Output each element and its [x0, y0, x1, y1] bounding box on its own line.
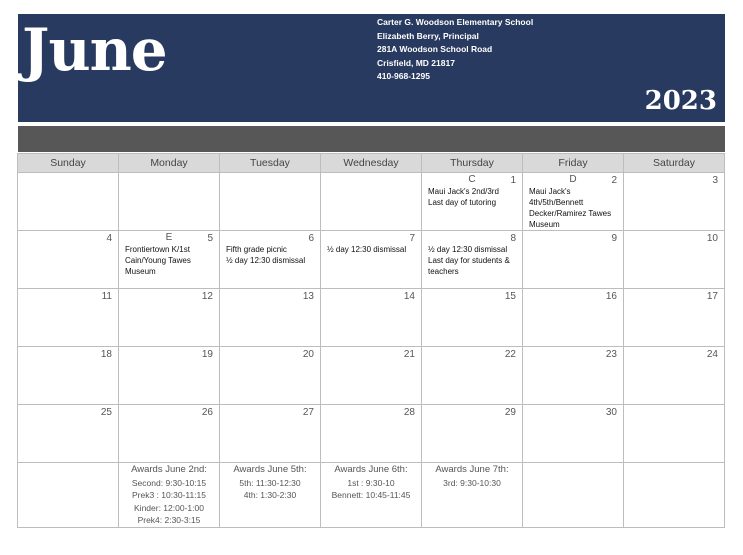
day-number: 4 [106, 233, 112, 244]
day-cell [523, 173, 624, 231]
weekday-saturday: Saturday [624, 154, 725, 173]
event-note: ½ day 12:30 dismissal [226, 256, 306, 265]
day-notes [119, 244, 219, 277]
city-state: Crisfield, MD 21817 [377, 57, 455, 68]
day-cell [321, 231, 422, 289]
awards-time: Prek4: 2:30-3:15 [137, 515, 201, 525]
day-cell [624, 347, 725, 405]
day-cell [422, 347, 523, 405]
day-number: 19 [201, 349, 213, 360]
day-cell [523, 405, 624, 463]
year-label: 2023 [644, 86, 717, 116]
awards-time: Second: 9:30-10:15 [131, 477, 207, 488]
day-number: 6 [308, 233, 314, 244]
weekday-header-row [18, 154, 725, 173]
phone-number: 410-968-1295 [377, 71, 430, 81]
day-number: 18 [100, 349, 112, 360]
day-letter [624, 174, 724, 186]
day-number: 12 [201, 291, 213, 302]
day-letter [321, 232, 421, 244]
day-number: 10 [706, 233, 718, 244]
day-number: 23 [605, 349, 617, 360]
event-note: Fifth grade picnic [226, 245, 287, 254]
day-cell [18, 405, 119, 463]
day-letter [18, 174, 118, 186]
day-cell [119, 173, 220, 231]
event-note: Last day of tutoring [428, 198, 497, 207]
awards-block [624, 463, 724, 464]
event-note: Maui Jack's 2nd/3rd [428, 187, 499, 196]
event-note: 4th/5th/Bennett [529, 198, 584, 207]
day-cell [220, 231, 321, 289]
event-note: Museum [125, 267, 156, 276]
day-cell [220, 347, 321, 405]
awards-cell [220, 463, 321, 528]
awards-cell [321, 463, 422, 528]
week-row [18, 231, 725, 289]
awards-cell [422, 463, 523, 528]
day-cell [523, 289, 624, 347]
day-number: 13 [302, 291, 314, 302]
event-note: Frontiertown K/1st [125, 245, 190, 254]
awards-block [321, 463, 421, 502]
day-cell [18, 347, 119, 405]
day-cell [422, 405, 523, 463]
awards-title: Awards June 5th: [233, 464, 307, 475]
awards-cell [119, 463, 220, 528]
weekday-thursday: Thursday [422, 154, 523, 173]
day-letter: D [569, 174, 577, 185]
calendar-header [18, 14, 725, 122]
event-note: Maui Jack's [529, 187, 571, 196]
day-cell [18, 289, 119, 347]
week-row [18, 347, 725, 405]
day-cell [18, 173, 119, 231]
awards-title: Awards June 6th: [334, 464, 408, 475]
event-note: Museum [529, 220, 560, 229]
day-cell [624, 405, 725, 463]
day-notes [220, 244, 320, 266]
day-number: 24 [706, 349, 718, 360]
day-number: 17 [706, 291, 718, 302]
month-title: June [22, 16, 167, 84]
awards-cell [624, 463, 725, 528]
day-cell [220, 289, 321, 347]
day-cell [523, 347, 624, 405]
awards-row [18, 463, 725, 528]
day-cell [422, 173, 523, 231]
day-number: 29 [504, 407, 516, 418]
day-cell [321, 405, 422, 463]
awards-time: Kinder: 12:00-1:00 [134, 502, 204, 513]
day-letter [523, 232, 623, 244]
school-name: Carter G. Woodson Elementary School [377, 17, 534, 27]
day-cell [321, 289, 422, 347]
day-letter [624, 406, 724, 418]
awards-time: 4th: 1:30-2:30 [243, 490, 297, 500]
day-number: 30 [605, 407, 617, 418]
day-number: 28 [403, 407, 415, 418]
day-letter [220, 174, 320, 186]
day-cell [321, 347, 422, 405]
day-number: 16 [605, 291, 617, 302]
day-letter [321, 174, 421, 186]
day-cell [321, 173, 422, 231]
day-letter [18, 232, 118, 244]
day-number: 8 [510, 233, 516, 244]
day-cell [119, 347, 220, 405]
day-number: 2 [611, 175, 617, 186]
awards-block [18, 463, 118, 464]
week-row [18, 405, 725, 463]
day-notes [422, 186, 522, 208]
day-number: 25 [100, 407, 112, 418]
day-number: 26 [201, 407, 213, 418]
week-row [18, 289, 725, 347]
day-number: 22 [504, 349, 516, 360]
awards-time: 5th: 11:30-12:30 [239, 477, 301, 488]
awards-time: 3rd: 9:30-10:30 [443, 477, 501, 488]
event-note: Last day for students & [428, 256, 510, 265]
event-note: Cain/Young Tawes [125, 256, 191, 265]
day-cell [422, 289, 523, 347]
day-number: 11 [101, 291, 112, 302]
day-cell [220, 405, 321, 463]
day-number: 3 [712, 175, 718, 186]
week-row [18, 173, 725, 231]
day-notes [422, 244, 522, 277]
day-notes [523, 186, 623, 230]
day-cell [119, 289, 220, 347]
day-notes [321, 244, 421, 255]
day-number: 14 [403, 291, 415, 302]
event-note: Decker/Ramirez Tawes [529, 209, 612, 218]
awards-time: Prek3 : 10:30-11:15 [131, 490, 207, 500]
day-letter [422, 232, 522, 244]
weekday-sunday: Sunday [18, 154, 119, 173]
weekday-monday: Monday [119, 154, 220, 173]
awards-block [220, 463, 320, 502]
weekday-friday: Friday [523, 154, 624, 173]
street-address: 281A Woodson School Road [377, 44, 493, 54]
day-number: 1 [510, 175, 516, 186]
awards-block [119, 463, 219, 527]
awards-block [523, 463, 623, 464]
day-number: 9 [611, 233, 617, 244]
awards-cell [523, 463, 624, 528]
day-number: 5 [207, 233, 213, 244]
principal-name: Elizabeth Berry, Principal [377, 30, 479, 41]
day-cell [422, 231, 523, 289]
weekday-tuesday: Tuesday [220, 154, 321, 173]
day-cell [18, 231, 119, 289]
day-number: 20 [302, 349, 314, 360]
day-cell [119, 405, 220, 463]
day-number: 15 [504, 291, 516, 302]
header-band [18, 126, 725, 152]
event-note: ½ day 12:30 dismissal [327, 245, 407, 254]
day-cell [624, 173, 725, 231]
awards-title: Awards June 2nd: [131, 464, 207, 475]
day-cell [523, 231, 624, 289]
calendar-grid [17, 153, 725, 528]
day-cell [624, 231, 725, 289]
day-letter [119, 174, 219, 186]
day-cell [119, 231, 220, 289]
day-number: 27 [302, 407, 314, 418]
day-letter: C [468, 174, 476, 185]
event-note: ½ day 12:30 dismissal [428, 245, 508, 254]
weekday-wednesday: Wednesday [321, 154, 422, 173]
day-number: 7 [409, 233, 415, 244]
day-letter: E [165, 232, 173, 243]
day-cell [220, 173, 321, 231]
awards-block [422, 463, 522, 489]
day-cell [624, 289, 725, 347]
day-letter [220, 232, 320, 244]
event-note: teachers [428, 267, 459, 276]
awards-cell [18, 463, 119, 528]
awards-title: Awards June 7th: [435, 464, 509, 475]
awards-time: 1st : 9:30-10 [347, 477, 395, 488]
school-info [377, 16, 533, 84]
awards-time: Bennett: 10:45-11:45 [331, 490, 411, 500]
day-number: 21 [403, 349, 415, 360]
